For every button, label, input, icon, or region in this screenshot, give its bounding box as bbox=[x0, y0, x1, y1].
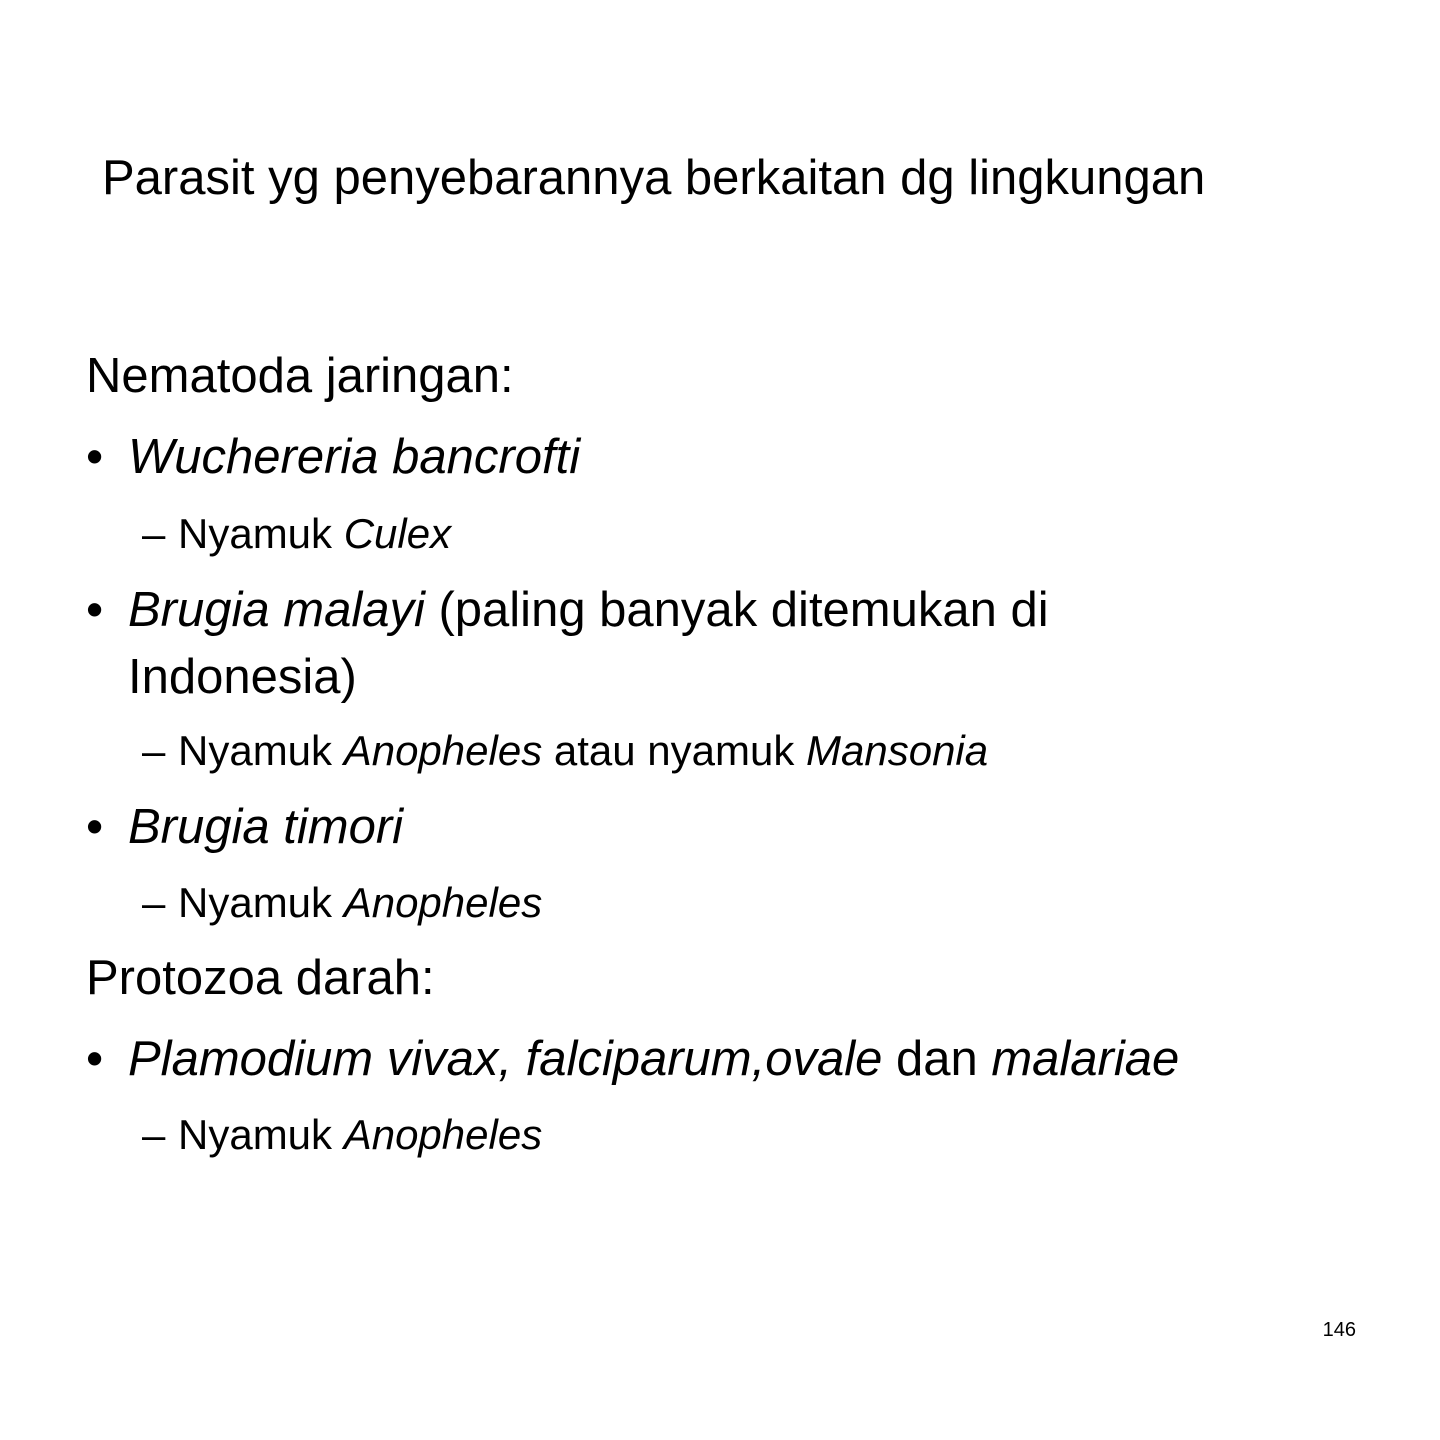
slide-title: Parasit yg penyebarannya berkaitan dg lingkungan bbox=[102, 151, 1206, 205]
vector-genus: Culex bbox=[343, 510, 452, 557]
vector-genus: Anopheles bbox=[343, 1111, 543, 1158]
dash-icon: – bbox=[142, 1111, 166, 1158]
section-heading-nematoda: Nematoda jaringan: bbox=[86, 349, 514, 403]
bullet-text bbox=[128, 1029, 1179, 1089]
bullet-text bbox=[128, 797, 403, 857]
bullet-icon: • bbox=[86, 1032, 104, 1086]
species-name: Plamodium vivax, falciparum,ovale bbox=[128, 1032, 883, 1086]
vector-prefix: Nyamuk bbox=[178, 1111, 344, 1158]
species-note: (paling banyak ditemukan di bbox=[424, 583, 1049, 637]
conjunction: dan bbox=[882, 1032, 992, 1086]
vector-join: atau nyamuk bbox=[542, 727, 807, 774]
vector-genus-2: Mansonia bbox=[806, 727, 989, 774]
sub-text bbox=[178, 1109, 542, 1161]
bullet-icon: • bbox=[86, 583, 104, 637]
sub-text bbox=[178, 508, 451, 560]
dash-icon: – bbox=[142, 510, 166, 557]
bullet-text bbox=[128, 580, 1049, 640]
vector-genus: Anopheles bbox=[343, 727, 543, 774]
species-name: Wuchereria bancrofti bbox=[128, 430, 581, 484]
species-name: Brugia malayi bbox=[128, 583, 425, 637]
section-heading-protozoa: Protozoa darah: bbox=[86, 951, 435, 1005]
bullet-icon: • bbox=[86, 430, 104, 484]
sub-text bbox=[178, 725, 988, 777]
species-name-2: malariae bbox=[991, 1032, 1180, 1086]
vector-prefix: Nyamuk bbox=[178, 727, 344, 774]
vector-prefix: Nyamuk bbox=[178, 879, 344, 926]
page-number: 146 bbox=[1322, 1319, 1356, 1341]
bullet-text bbox=[128, 427, 580, 487]
vector-genus: Anopheles bbox=[343, 879, 543, 926]
vector-prefix: Nyamuk bbox=[178, 510, 344, 557]
bullet-icon: • bbox=[86, 800, 104, 854]
bullet-continuation: Indonesia) bbox=[128, 650, 357, 704]
species-name: Brugia timori bbox=[128, 800, 404, 854]
dash-icon: – bbox=[142, 879, 166, 926]
dash-icon: – bbox=[142, 727, 166, 774]
sub-text bbox=[178, 877, 542, 929]
